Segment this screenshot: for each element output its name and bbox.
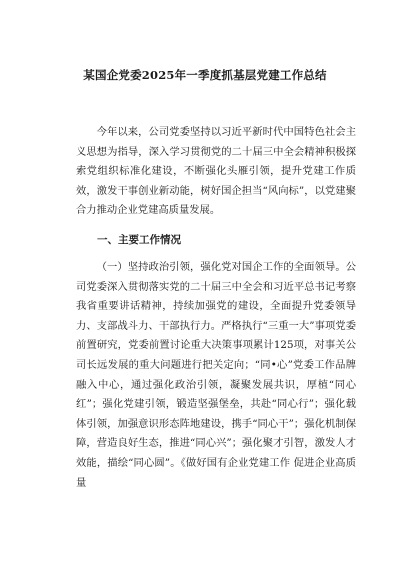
- section-heading: 一、主要工作情况: [97, 234, 181, 246]
- section-paragraph: （一）坚持政治引领，强化党对国企工作的全面领导。公司党委深入贯彻落实党的二十届三中全会和习近平总书记考察我省重要讲话精神，持续加强党的建设，全面提升党委领导力、支部战斗力、干部执行力。严格执行“三重一大”事项党委前置研究，党委前置讨论重大决策事项累计125项，对事关公司长远发展的重大问题进行把关定向；“同•心”党委工作品牌融入中心，通过强化政治引领，凝聚发展共识，厚植“同心红”；强化党建引领，锻造坚强堡垒，共赴“同心行”；强化载体引领，加强意识形态阵地建设，携手“同心干”；强化机制保障，营造良好生态，推进“同心兴”；强化聚才引智，激发人才效能，描绘“同心圆”。《做好国有企业党建工作 促进企业高质量: [76, 261, 356, 489]
- intro-paragraph: 今年以来，公司党委坚持以习近平新时代中国特色社会主义思想为指导，深入学习贯彻党的二十届三中全会精神积极探索党组织标准化建设，不断强化头雁引领，提升党建工作质效，激发干事创业新动能，树好国企担当“风向标”，以党建聚合力推动企业党建高质量发展。: [76, 126, 356, 217]
- document-title: 某国企党委2025年一季度抓基层党建工作总结: [83, 68, 327, 82]
